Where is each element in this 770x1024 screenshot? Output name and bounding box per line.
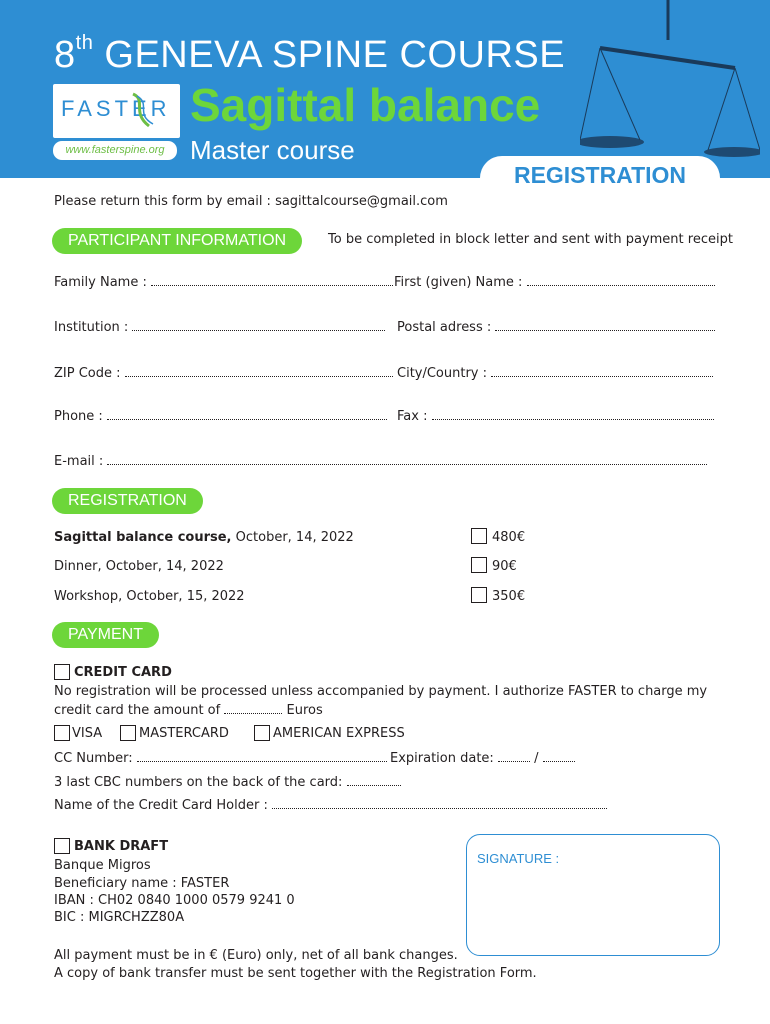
city-label: City/Country : xyxy=(397,366,488,381)
workshop-checkbox[interactable] xyxy=(471,587,487,603)
spine-icon xyxy=(123,90,163,130)
first-name-field[interactable] xyxy=(394,275,715,290)
cc-number-field[interactable]: CC Number: xyxy=(54,751,387,766)
logo-text: FASTER xyxy=(61,96,171,121)
faster-logo xyxy=(53,84,180,162)
fax-label: Fax : xyxy=(397,409,428,424)
header-banner xyxy=(0,0,770,178)
course-subtitle: Sagittal balance xyxy=(190,79,541,131)
logo-url: www.fasterspine.org xyxy=(53,141,177,160)
payment-note-1: All payment must be in € (Euro) only, net of all bank changes. xyxy=(54,948,458,963)
course-type: Master course xyxy=(190,135,355,165)
credit-card-checkbox[interactable] xyxy=(54,664,70,680)
dinner-checkbox[interactable] xyxy=(471,557,487,573)
registration-heading: REGISTRATION xyxy=(52,488,203,514)
registration-item-course: Sagittal balance course, October, 14, 2022 xyxy=(54,530,354,545)
bank-name: Banque Migros xyxy=(54,858,151,873)
visa-checkbox[interactable] xyxy=(54,725,70,741)
phone-field[interactable] xyxy=(54,409,387,424)
cc-holder-field[interactable]: Name of the Credit Card Holder : xyxy=(54,798,607,813)
email-field[interactable] xyxy=(54,454,707,469)
dinner-price: 90€ xyxy=(492,559,517,574)
iban: IBAN : CH02 0840 1000 0579 9241 0 xyxy=(54,893,295,908)
email-label: E-mail : xyxy=(54,454,104,469)
course-checkbox[interactable] xyxy=(471,528,487,544)
postal-field[interactable] xyxy=(397,320,715,335)
cc-authorization-text: No registration will be processed unless accompanied by payment. I authorize FASTER to charge my xyxy=(54,684,708,699)
participant-note: To be completed in block letter and sent with payment receipt xyxy=(328,232,733,247)
expiration-field[interactable]: Expiration date: / xyxy=(390,751,575,766)
beneficiary: Beneficiary name : FASTER xyxy=(54,876,230,891)
fax-field[interactable] xyxy=(397,409,714,424)
payment-heading: PAYMENT xyxy=(52,622,159,648)
participant-heading: PARTICIPANT INFORMATION xyxy=(52,228,302,254)
bank-draft-label: BANK DRAFT xyxy=(74,839,169,854)
registration-item-workshop: Workshop, October, 15, 2022 xyxy=(54,589,245,604)
amex-checkbox[interactable] xyxy=(254,725,270,741)
family-name-label: Family Name : xyxy=(54,275,147,290)
city-field[interactable] xyxy=(397,366,713,381)
visa-label: VISA xyxy=(72,726,103,741)
cc-amount-field[interactable]: credit card the amount of Euros xyxy=(54,703,323,718)
signature-box[interactable] xyxy=(466,834,720,956)
bic: BIC : MIGRCHZZ80A xyxy=(54,910,185,925)
cbc-field[interactable]: 3 last CBC numbers on the back of the card: xyxy=(54,775,401,790)
zip-label: ZIP Code : xyxy=(54,366,121,381)
payment-note-2: A copy of bank transfer must be sent together with the Registration Form. xyxy=(54,966,537,981)
bank-draft-checkbox[interactable] xyxy=(54,838,70,854)
signature-label: SIGNATURE : xyxy=(477,851,560,866)
institution-field[interactable] xyxy=(54,320,385,335)
registration-tab-label: REGISTRATION xyxy=(513,162,687,188)
course-price: 480€ xyxy=(492,530,526,545)
institution-label: Institution : xyxy=(54,320,129,335)
return-note: Please return this form by email : sagittalcourse@gmail.com xyxy=(54,194,448,209)
credit-card-label: CREDIT CARD xyxy=(74,665,172,680)
mastercard-label: MASTERCARD xyxy=(139,726,229,741)
balance-scale-icon xyxy=(580,0,760,176)
phone-label: Phone : xyxy=(54,409,103,424)
first-name-label: First (given) Name : xyxy=(394,275,523,290)
registration-item-dinner: Dinner, October, 14, 2022 xyxy=(54,559,224,574)
family-name-field[interactable] xyxy=(54,275,393,290)
workshop-price: 350€ xyxy=(492,589,526,604)
zip-field[interactable] xyxy=(54,366,393,381)
postal-label: Postal adress : xyxy=(397,320,492,335)
amex-label: AMERICAN EXPRESS xyxy=(273,726,405,741)
mastercard-checkbox[interactable] xyxy=(120,725,136,741)
course-title: 8th GENEVA SPINE COURSE xyxy=(54,32,566,76)
registration-tab xyxy=(480,156,720,200)
